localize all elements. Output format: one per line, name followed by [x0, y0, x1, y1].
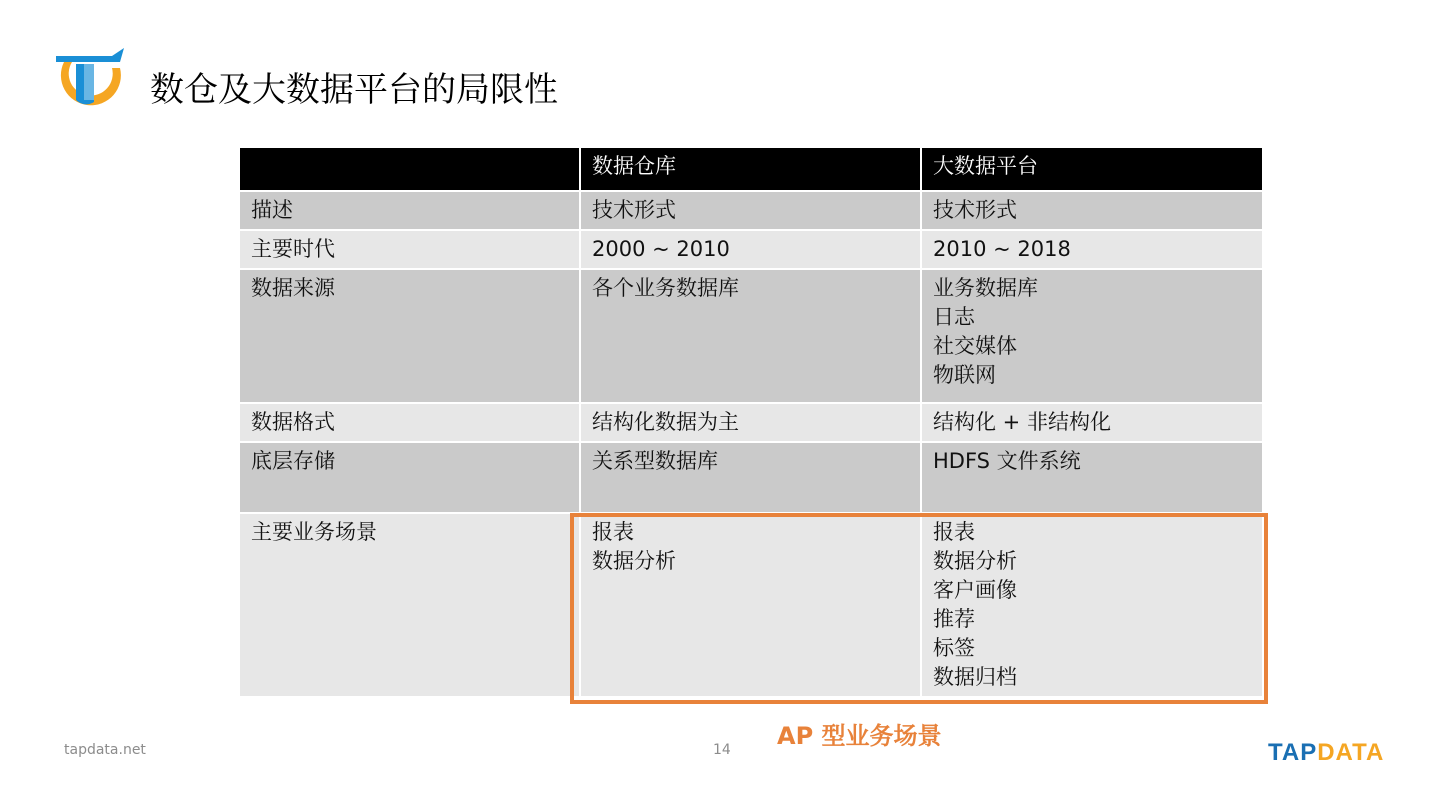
header-data-warehouse: 数据仓库: [580, 147, 921, 191]
header-big-data-platform: 大数据平台: [921, 147, 1263, 191]
table-header-row: [239, 147, 1263, 191]
row-label: 描述: [239, 191, 580, 230]
comparison-table: [238, 146, 1264, 698]
big-data-cell: 2010 ~ 2018: [921, 230, 1263, 269]
table-row: [239, 513, 1263, 697]
data-warehouse-cell: 各个业务数据库: [580, 269, 921, 403]
big-data-cell: HDFS 文件系统: [921, 442, 1263, 513]
brand-part-1: TAP: [1268, 739, 1318, 766]
big-data-cell: 业务数据库 日志 社交媒体 物联网: [921, 269, 1263, 403]
table-row: [239, 403, 1263, 442]
brand-part-2: DATA: [1317, 739, 1385, 766]
table-row: [239, 269, 1263, 403]
tapdata-logo-icon: [50, 48, 126, 116]
data-warehouse-cell: 报表 数据分析: [580, 513, 921, 697]
row-label: 主要时代: [239, 230, 580, 269]
row-label: 数据格式: [239, 403, 580, 442]
data-warehouse-cell: 结构化数据为主: [580, 403, 921, 442]
ap-scenario-label: AP 型业务场景: [777, 722, 942, 750]
page-number: 14: [713, 742, 731, 758]
tapdata-brand-logo: [1268, 739, 1384, 767]
page-title: 数仓及大数据平台的局限性: [150, 70, 558, 110]
big-data-cell: 技术形式: [921, 191, 1263, 230]
row-label: 数据来源: [239, 269, 580, 403]
header-empty: [239, 147, 580, 191]
table-row: [239, 442, 1263, 513]
data-warehouse-cell: 关系型数据库: [580, 442, 921, 513]
big-data-cell: 结构化 + 非结构化: [921, 403, 1263, 442]
table-row: [239, 191, 1263, 230]
footer-website: tapdata.net: [64, 742, 146, 758]
data-warehouse-cell: 2000 ~ 2010: [580, 230, 921, 269]
row-label: 主要业务场景: [239, 513, 580, 697]
big-data-cell: 报表 数据分析 客户画像 推荐 标签 数据归档: [921, 513, 1263, 697]
data-warehouse-cell: 技术形式: [580, 191, 921, 230]
table-row: [239, 230, 1263, 269]
row-label: 底层存储: [239, 442, 580, 513]
